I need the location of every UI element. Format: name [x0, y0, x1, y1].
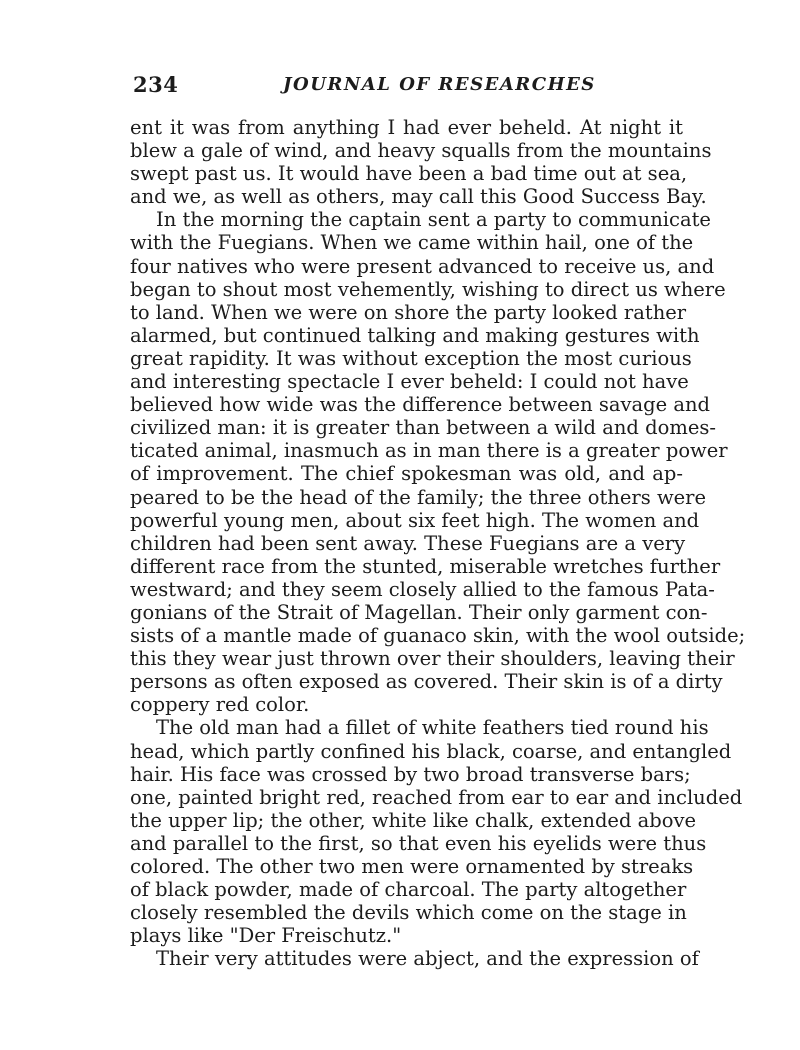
- text-line: The old man had a fillet of white feathers tied round his: [156, 716, 709, 740]
- text-line: one, painted bright red, reached from ear to ear and included: [130, 785, 743, 809]
- text-line: civilized man: it is greater than between a wild and domes-: [130, 416, 716, 440]
- text-line: hair. His face was crossed by two broad transverse bars;: [130, 762, 691, 786]
- paragraph: [130, 208, 746, 717]
- text-line: westward; and they seem closely allied to the famous Pata-: [130, 577, 715, 601]
- text-line: with the Fuegians. When we came within hail, one of the: [130, 231, 694, 255]
- text-line: In the morning the captain sent a party to communicate: [156, 208, 711, 232]
- text-line: different race from the stunted, miserable wretches further: [130, 554, 721, 578]
- text-line: began to shout most vehemently, wishing to direct us where: [130, 277, 726, 301]
- text-line: to land. When we were on shore the party looked rather: [130, 300, 687, 324]
- text-line: four natives who were present advanced to receive us, and: [130, 254, 715, 278]
- text-line: powerful young men, about six feet high. The women and: [130, 508, 700, 532]
- text-line: plays like "Der Freischutz.": [130, 924, 402, 948]
- text-line: great rapidity. It was without exception the most curious: [130, 346, 692, 370]
- text-line: peared to be the head of the family; the three others were: [130, 485, 707, 509]
- text-line: sists of a mantle made of guanaco skin, with the wool outside;: [130, 624, 746, 648]
- text-line: and interesting spectacle I ever beheld: I could not have: [130, 370, 689, 394]
- text-line: ticated animal, inasmuch as in man there is a greater power: [130, 439, 728, 463]
- text-line: closely resembled the devils which come on the stage in: [130, 901, 687, 925]
- text-line: and parallel to the first, so that even his eyelids were thus: [130, 831, 707, 855]
- text-line: the upper lip; the other, white like chalk, extended above: [130, 808, 697, 832]
- text-line: coppery red color.: [130, 693, 310, 717]
- text-line: swept past us. It would have been a bad time out at sea,: [130, 162, 688, 186]
- text-line: children had been sent away. These Fuegians are a very: [130, 531, 686, 555]
- running-head: [133, 72, 683, 100]
- text-line: of black powder, made of charcoal. The party altogether: [130, 878, 687, 902]
- text-line: and we, as well as others, may call this Good Success Bay.: [130, 185, 707, 209]
- text-line: colored. The other two men were ornamented by streaks: [130, 855, 694, 878]
- page-number: 234: [133, 72, 179, 97]
- paragraph: [130, 116, 712, 209]
- text-line: this they wear just thrown over their shoulders, leaving their: [130, 647, 735, 671]
- text-line: persons as often exposed as covered. Their skin is of a dirty: [130, 670, 723, 694]
- text-line: ent it was from anything I had ever beheld. At night it: [130, 116, 683, 139]
- paragraph: [130, 716, 743, 948]
- running-title: JOURNAL OF RESEARCHES: [283, 74, 596, 95]
- text-line: alarmed, but continued talking and making gestures with: [130, 323, 700, 347]
- text-line: head, which partly confined his black, coarse, and entangled: [130, 739, 732, 763]
- paragraph: [130, 947, 699, 971]
- text-line: blew a gale of wind, and heavy squalls from the mountains: [130, 139, 712, 163]
- body-text: [130, 116, 746, 971]
- text-line: Their very attitudes were abject, and the expression of: [156, 947, 699, 971]
- text-line: of improvement. The chief spokesman was old, and ap-: [130, 462, 683, 486]
- text-line: gonians of the Strait of Magellan. Their only garment con-: [130, 600, 708, 624]
- text-line: believed how wide was the difference between savage and: [130, 393, 711, 417]
